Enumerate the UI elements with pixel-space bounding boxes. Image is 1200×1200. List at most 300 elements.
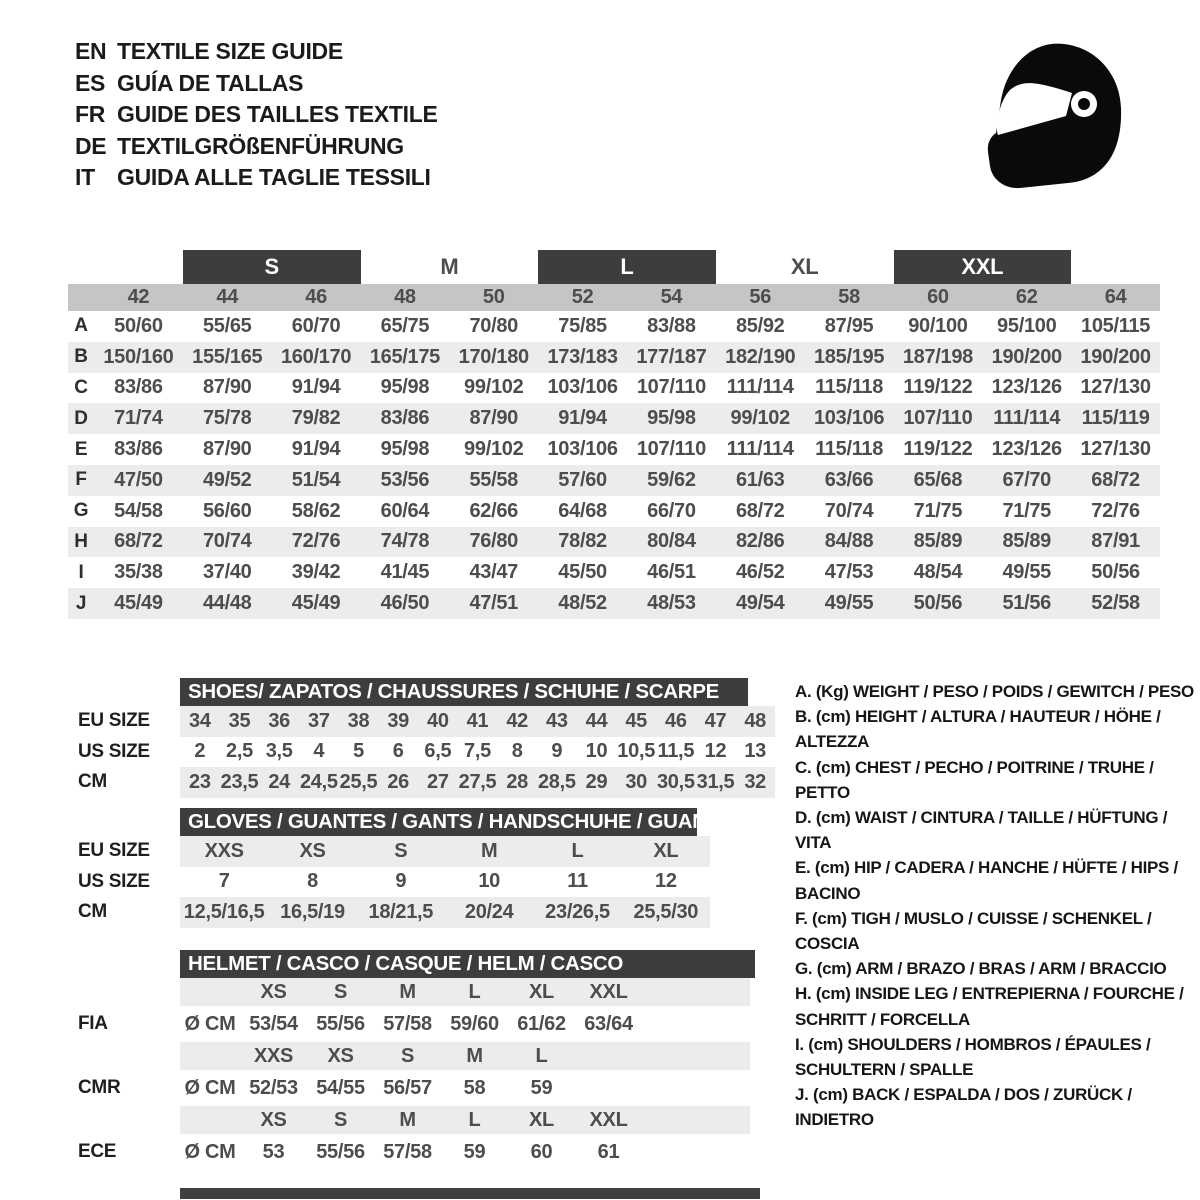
- helmet-value: 53: [262, 1140, 285, 1163]
- measure-cell: 85/89: [1002, 530, 1052, 553]
- measure-cell: 68/72: [114, 530, 163, 553]
- size-value: 6,5: [424, 740, 452, 763]
- helmet-size-label: XXL: [589, 980, 628, 1003]
- size-value: 24: [268, 770, 290, 793]
- numeric-size: 58: [838, 286, 860, 308]
- size-value: 18/21,5: [368, 900, 434, 923]
- helmet-value: 55/56: [316, 1140, 365, 1163]
- measure-cell: 64/68: [558, 499, 607, 522]
- numeric-size: 56: [749, 286, 772, 308]
- legend-item: B. (cm) HEIGHT / ALTURA / HAUTEUR / HÖHE / ALTEZZA: [795, 707, 1161, 752]
- measure-cell: 71/74: [114, 407, 163, 430]
- legend-item: G. (cm) ARM / BRAZO / BRAS / ARM / BRACCIO: [795, 959, 1167, 979]
- measure-cell: 87/90: [469, 407, 519, 430]
- measure-cell: 103/106: [547, 438, 618, 461]
- measure-cell: 84/88: [824, 530, 874, 553]
- row-label: US SIZE: [78, 870, 150, 892]
- measure-cell: 95/98: [380, 438, 430, 461]
- measure-cell: 82/86: [735, 530, 785, 553]
- row-key: H: [74, 530, 88, 552]
- measure-cell: 150/160: [103, 345, 174, 368]
- language-title: GUIDE DES TAILLES TEXTILE: [117, 101, 438, 127]
- measure-cell: 190/200: [1080, 345, 1151, 368]
- helmet-value-row-CMR: [68, 1070, 750, 1106]
- measure-cell: 60/70: [291, 314, 341, 337]
- measure-cell: 105/115: [1081, 314, 1151, 337]
- helmet-value: 60: [530, 1140, 553, 1163]
- measure-cell: 119/122: [903, 376, 973, 399]
- language-row: [75, 68, 438, 100]
- measure-cell: 59/62: [647, 468, 696, 491]
- size-value: 2,5: [226, 740, 253, 763]
- size-value: XS: [299, 839, 326, 862]
- language-code: IT: [75, 164, 95, 190]
- size-value: 46: [665, 709, 687, 732]
- size-value: 28: [506, 770, 528, 793]
- size-value: 12: [655, 870, 677, 893]
- language-row: [75, 162, 438, 194]
- measure-cell: 63/66: [824, 468, 874, 491]
- measure-cell: 70/74: [202, 530, 252, 553]
- helmet-value: 63/64: [584, 1012, 633, 1035]
- measure-row-A: [68, 311, 1160, 342]
- legend-item: C. (cm) CHEST / PECHO / POITRINE / TRUHE / PETTO: [795, 757, 1154, 802]
- language-row: [75, 99, 438, 131]
- measure-cell: 83/88: [647, 314, 696, 337]
- size-value: 25,5: [339, 770, 378, 793]
- measure-cell: 35/38: [114, 561, 163, 584]
- row-label: CM: [78, 771, 107, 793]
- measure-cell: 72/76: [1091, 499, 1140, 522]
- size-value: 48: [744, 709, 766, 732]
- size-label-M: M: [440, 254, 459, 279]
- size-value: 41: [466, 709, 489, 732]
- helmet-value: 58: [463, 1076, 486, 1099]
- legend-item: I. (cm) SHOULDERS / HOMBROS / ÉPAULES / SCHULTERN / SPALLE: [795, 1034, 1151, 1080]
- measure-cell: 182/190: [725, 345, 796, 368]
- measure-cell: 70/80: [469, 314, 519, 337]
- measure-cell: 68/72: [1091, 468, 1140, 491]
- numeric-size: 44: [216, 286, 239, 308]
- size-row-eu-size: [68, 836, 710, 867]
- row-label: [68, 1106, 180, 1134]
- measure-cell: 55/65: [202, 314, 252, 337]
- measure-cell: 91/94: [291, 438, 341, 461]
- helmet-size-label: L: [468, 1108, 481, 1131]
- measure-row-E: [68, 434, 1160, 465]
- row-key: I: [78, 561, 84, 583]
- size-row-cm: [68, 897, 710, 928]
- size-value: 13: [744, 740, 766, 763]
- size-value: 12: [704, 740, 727, 763]
- measure-cell: 57/60: [558, 468, 607, 491]
- row-key: F: [75, 469, 87, 491]
- helmet-size-label: XS: [327, 1044, 354, 1067]
- size-value: 5: [353, 740, 364, 763]
- measure-cell: 87/90: [202, 376, 252, 399]
- measure-cell: 67/70: [1002, 468, 1052, 491]
- helmet-value: 52/53: [249, 1076, 298, 1099]
- size-value: 27,5: [458, 770, 497, 793]
- helmet-size-label: S: [333, 1108, 348, 1131]
- measure-cell: 187/198: [902, 345, 974, 368]
- size-value: 11: [567, 870, 588, 893]
- measure-cell: 95/98: [647, 407, 696, 430]
- size-value: 8: [307, 870, 318, 893]
- size-value: 7,5: [464, 740, 491, 763]
- measure-cell: 66/70: [647, 499, 696, 522]
- measure-cell: 111/114: [726, 376, 794, 399]
- measure-cell: 65/75: [380, 314, 430, 337]
- size-value: 29: [585, 770, 608, 793]
- measure-cell: 83/86: [380, 407, 430, 430]
- measure-cell: 119/122: [903, 438, 973, 461]
- helmet-size-label: M: [399, 1108, 416, 1131]
- size-label-XL: XL: [790, 254, 819, 279]
- size-row-eu-size: [68, 706, 775, 737]
- size-label-XXL: XXL: [894, 250, 1072, 284]
- measure-cell: 72/76: [291, 530, 341, 553]
- language-title: GUIDA ALLE TAGLIE TESSILI: [117, 164, 431, 190]
- helmet-size-label: M: [466, 1044, 483, 1067]
- measure-cell: 111/114: [993, 407, 1061, 430]
- row-label: US SIZE: [78, 740, 150, 762]
- measure-cell: 51/54: [291, 468, 341, 491]
- helmet-value: 61/62: [517, 1012, 566, 1035]
- size-value: 10: [585, 740, 608, 763]
- measure-cell: 90/100: [908, 314, 968, 337]
- size-value: 16,5/19: [280, 900, 345, 923]
- size-value: M: [480, 839, 498, 862]
- measure-cell: 127/130: [1080, 438, 1151, 461]
- shoes-size-table: [68, 678, 775, 798]
- size-value: 40: [427, 709, 449, 732]
- measure-cell: 50/60: [114, 314, 163, 337]
- helmet-value: 57/58: [383, 1012, 432, 1035]
- measure-cell: 45/49: [291, 592, 341, 615]
- language-row: [75, 36, 438, 68]
- measure-cell: 115/118: [815, 376, 884, 399]
- measure-cell: 99/102: [464, 376, 524, 399]
- legend-item: F. (cm) TIGH / MUSLO / CUISSE / SCHENKEL / COSCIA: [795, 908, 1152, 954]
- size-value: 2: [194, 740, 206, 763]
- helmet-value: 59: [530, 1076, 553, 1099]
- helmet-size-label: L: [468, 980, 481, 1003]
- size-value: 10,5: [617, 740, 656, 763]
- measure-cell: 46/52: [735, 561, 785, 584]
- measure-cell: 51/56: [1002, 592, 1052, 615]
- measure-cell: 47/50: [114, 468, 163, 491]
- size-value: 24,5: [299, 770, 338, 793]
- helmet-table-header: HELMET / CASCO / CASQUE / HELM / CASCO: [180, 950, 755, 978]
- helmet-size-label: XL: [529, 980, 554, 1003]
- size-value: 30: [625, 770, 647, 793]
- language-title: GUÍA DE TALLAS: [117, 69, 304, 96]
- size-row-us-size: [68, 867, 710, 898]
- helmet-size-row-FIA: [68, 978, 750, 1006]
- measure-row-B: [68, 342, 1160, 373]
- measure-row-F: [68, 465, 1160, 496]
- gloves-size-table: [68, 808, 725, 928]
- size-value: 9: [395, 870, 407, 893]
- language-row: [75, 131, 438, 163]
- helmet-value: 56/57: [383, 1076, 432, 1099]
- measure-cell: 76/80: [469, 530, 519, 553]
- numeric-size: 42: [127, 286, 150, 308]
- measure-cell: 80/84: [647, 530, 696, 553]
- size-label-row: [68, 250, 1160, 284]
- standard-label: CMR: [78, 1077, 121, 1098]
- size-value: 23/26,5: [545, 900, 610, 923]
- language-code: ES: [75, 69, 106, 96]
- measurement-rows: [68, 311, 1160, 619]
- language-code: DE: [75, 132, 107, 159]
- language-code: EN: [75, 38, 107, 64]
- measure-cell: 165/175: [369, 345, 441, 368]
- measure-cell: 83/86: [114, 376, 163, 399]
- helmet-value: 59/60: [450, 1012, 499, 1035]
- measure-cell: 49/55: [824, 592, 874, 615]
- diameter-unit: Ø CM: [184, 1012, 236, 1035]
- measure-cell: 107/110: [636, 438, 706, 461]
- measure-cell: 70/74: [824, 499, 874, 522]
- helmet-size-table: [68, 950, 750, 1170]
- measure-cell: 39/42: [291, 561, 341, 584]
- measure-cell: 103/106: [813, 407, 885, 430]
- size-value: 25,5/30: [633, 900, 699, 923]
- measure-cell: 107/110: [903, 407, 973, 430]
- helmet-size-label: XXS: [253, 1044, 294, 1067]
- measure-row-G: [68, 496, 1160, 527]
- measure-cell: 50/56: [913, 592, 963, 615]
- measure-cell: 46/51: [647, 561, 696, 584]
- measure-cell: 71/75: [913, 499, 963, 522]
- measure-row-I: [68, 557, 1160, 588]
- measure-cell: 47/53: [824, 561, 874, 584]
- size-value: S: [394, 839, 408, 862]
- size-value: 35: [228, 709, 251, 732]
- spacer: [180, 1106, 240, 1134]
- measure-cell: 115/118: [815, 438, 884, 461]
- size-value: 20/24: [464, 900, 514, 923]
- language-title: TEXTILGRÖßENFÜHRUNG: [117, 132, 404, 159]
- size-value: 26: [387, 770, 409, 793]
- measure-cell: 95/100: [997, 314, 1057, 337]
- size-value: 30,5: [656, 770, 695, 793]
- measure-cell: 62/66: [469, 499, 519, 522]
- racing-helmet-icon: [980, 38, 1130, 203]
- numeric-size: 48: [394, 286, 416, 308]
- measure-cell: 95/98: [380, 376, 430, 399]
- size-value: 9: [551, 740, 563, 763]
- measure-cell: 58/62: [291, 499, 341, 522]
- measurement-legend: [795, 679, 1200, 1133]
- size-value: 32: [744, 770, 766, 793]
- measure-cell: 53/56: [380, 468, 430, 491]
- helmet-size-label: S: [333, 980, 348, 1003]
- size-value: 6: [392, 740, 404, 763]
- row-label: EU SIZE: [78, 840, 150, 862]
- numeric-size-band: [68, 284, 1160, 311]
- measure-cell: 160/170: [280, 345, 352, 368]
- row-label: [68, 978, 180, 1006]
- measure-cell: 75/78: [202, 407, 252, 430]
- table-footer-bar: [180, 1188, 760, 1199]
- measure-cell: 60/64: [380, 499, 430, 522]
- measure-cell: 185/195: [813, 345, 885, 368]
- diameter-unit: Ø CM: [184, 1140, 236, 1163]
- measure-cell: 37/40: [202, 561, 252, 584]
- measure-cell: 55/58: [469, 468, 519, 491]
- size-value: 10: [478, 870, 500, 893]
- measure-row-C: [68, 373, 1160, 404]
- measure-cell: 43/47: [469, 561, 519, 584]
- row-key: D: [74, 407, 88, 429]
- size-value: 42: [506, 709, 528, 732]
- measure-cell: 45/50: [558, 561, 607, 584]
- size-value: 23,5: [220, 770, 259, 793]
- measure-cell: 173/183: [547, 345, 618, 368]
- measure-cell: 123/126: [991, 438, 1062, 461]
- helmet-value: [575, 1070, 642, 1106]
- measure-cell: 52/58: [1091, 592, 1140, 615]
- measure-cell: 115/119: [1081, 407, 1150, 430]
- standard-label: FIA: [78, 1013, 108, 1034]
- row-key: C: [74, 376, 88, 398]
- size-row-cm: [68, 767, 775, 798]
- measure-cell: 91/94: [558, 407, 607, 430]
- size-value: XL: [653, 839, 679, 862]
- spacer: [180, 978, 240, 1006]
- size-value: 39: [387, 709, 409, 732]
- legend-item: H. (cm) INSIDE LEG / ENTREPIERNA / FOURCHE / SCHRITT / FORCELLA: [795, 984, 1184, 1029]
- measure-cell: 99/102: [730, 407, 790, 430]
- measure-cell: 85/92: [735, 314, 785, 337]
- measure-row-H: [68, 527, 1160, 558]
- measure-cell: 177/187: [636, 345, 707, 368]
- measure-cell: 48/53: [647, 592, 696, 615]
- diameter-unit: Ø CM: [184, 1076, 236, 1099]
- measure-cell: 127/130: [1080, 376, 1151, 399]
- standard-label: ECE: [78, 1141, 117, 1162]
- helmet-value: 57/58: [383, 1140, 432, 1163]
- helmet-value: 53/54: [249, 1012, 298, 1035]
- language-code: FR: [75, 101, 106, 127]
- measure-cell: 68/72: [735, 499, 785, 522]
- size-value: 38: [347, 709, 370, 732]
- size-label-S: S: [183, 250, 361, 284]
- measure-cell: 190/200: [991, 345, 1062, 368]
- measure-cell: 87/90: [202, 438, 252, 461]
- size-value: 3,5: [265, 740, 293, 763]
- textile-size-table: [68, 250, 1160, 619]
- legend-item: J. (cm) BACK / ESPALDA / DOS / ZURÜCK / INDIETRO: [795, 1085, 1132, 1130]
- language-title: TEXTILE SIZE GUIDE: [117, 38, 343, 64]
- size-value: L: [571, 839, 584, 862]
- measure-cell: 103/106: [547, 376, 618, 399]
- helmet-value-row-FIA: [68, 1006, 750, 1042]
- size-value: 7: [218, 870, 230, 893]
- helmet-value: 61: [597, 1140, 620, 1163]
- helmet-value: 59: [463, 1140, 486, 1163]
- measure-cell: 71/75: [1002, 499, 1052, 522]
- measure-cell: 91/94: [291, 376, 341, 399]
- helmet-size-label: XXL: [589, 1108, 628, 1131]
- measure-cell: 47/51: [469, 592, 519, 615]
- legend-item: E. (cm) HIP / CADERA / HANCHE / HÜFTE / HIPS / BACINO: [795, 858, 1178, 903]
- measure-cell: 50/56: [1091, 561, 1140, 584]
- row-label: EU SIZE: [78, 710, 150, 732]
- measure-cell: 78/82: [558, 530, 607, 553]
- numeric-size: 46: [305, 286, 327, 308]
- measure-cell: 170/180: [458, 345, 529, 368]
- size-value: 8: [511, 740, 523, 763]
- measure-cell: 49/54: [735, 592, 785, 615]
- measure-cell: 56/60: [202, 499, 252, 522]
- language-header: [75, 36, 438, 194]
- helmet-size-row-ECE: [68, 1106, 750, 1134]
- measure-cell: 74/78: [380, 530, 430, 553]
- measure-cell: 65/68: [913, 468, 963, 491]
- size-value: 36: [268, 709, 290, 732]
- measure-cell: 123/126: [991, 376, 1062, 399]
- numeric-size: 60: [927, 286, 949, 308]
- measure-cell: 111/114: [726, 438, 794, 461]
- measure-cell: 45/49: [114, 592, 163, 615]
- legend-item: A. (Kg) WEIGHT / PESO / POIDS / GEWITCH / PESO: [795, 682, 1194, 701]
- helmet-size-label: M: [399, 980, 416, 1003]
- shoes-table-header: SHOES/ ZAPATOS / CHAUSSURES / SCHUHE / SCARPE: [180, 678, 748, 706]
- row-label: CM: [78, 901, 107, 923]
- size-value: 28,5: [537, 770, 576, 793]
- size-value: 37: [308, 709, 330, 732]
- measure-cell: 75/85: [558, 314, 607, 337]
- measure-cell: 48/52: [558, 592, 607, 615]
- size-label-L: L: [538, 250, 716, 284]
- row-key: A: [74, 315, 88, 337]
- measure-cell: 49/55: [1002, 561, 1052, 584]
- measure-cell: 79/82: [291, 407, 341, 430]
- row-key: B: [74, 346, 88, 368]
- gloves-table-header: GLOVES / GUANTES / GANTS / HANDSCHUHE / GUANTI: [180, 808, 697, 836]
- size-value: 43: [546, 709, 568, 732]
- numeric-size: 54: [660, 286, 683, 308]
- size-value: 27: [427, 770, 449, 793]
- size-value: 11,5: [657, 740, 695, 763]
- size-value: 4: [313, 740, 325, 763]
- measure-cell: 85/89: [913, 530, 963, 553]
- size-value: XXS: [204, 839, 244, 862]
- row-key: E: [74, 438, 88, 460]
- helmet-size-label: XL: [529, 1108, 554, 1131]
- measure-cell: 87/91: [1091, 530, 1140, 553]
- measure-cell: 83/86: [114, 438, 163, 461]
- legend-item: D. (cm) WAIST / CINTURA / TAILLE / HÜFTUNG / VITA: [795, 808, 1168, 853]
- size-value: 34: [189, 709, 211, 732]
- size-value: 45: [625, 709, 647, 732]
- measure-cell: 54/58: [114, 499, 163, 522]
- measure-row-J: [68, 588, 1160, 619]
- helmet-size-label: XS: [260, 980, 287, 1003]
- helmet-value: 55/56: [316, 1012, 365, 1035]
- row-key: G: [73, 500, 89, 522]
- measure-cell: 41/45: [380, 561, 430, 584]
- helmet-size-label: XS: [260, 1108, 287, 1131]
- numeric-size: 62: [1015, 286, 1038, 308]
- helmet-value-row-ECE: [68, 1134, 750, 1170]
- measure-row-D: [68, 403, 1160, 434]
- size-value: 44: [585, 709, 608, 732]
